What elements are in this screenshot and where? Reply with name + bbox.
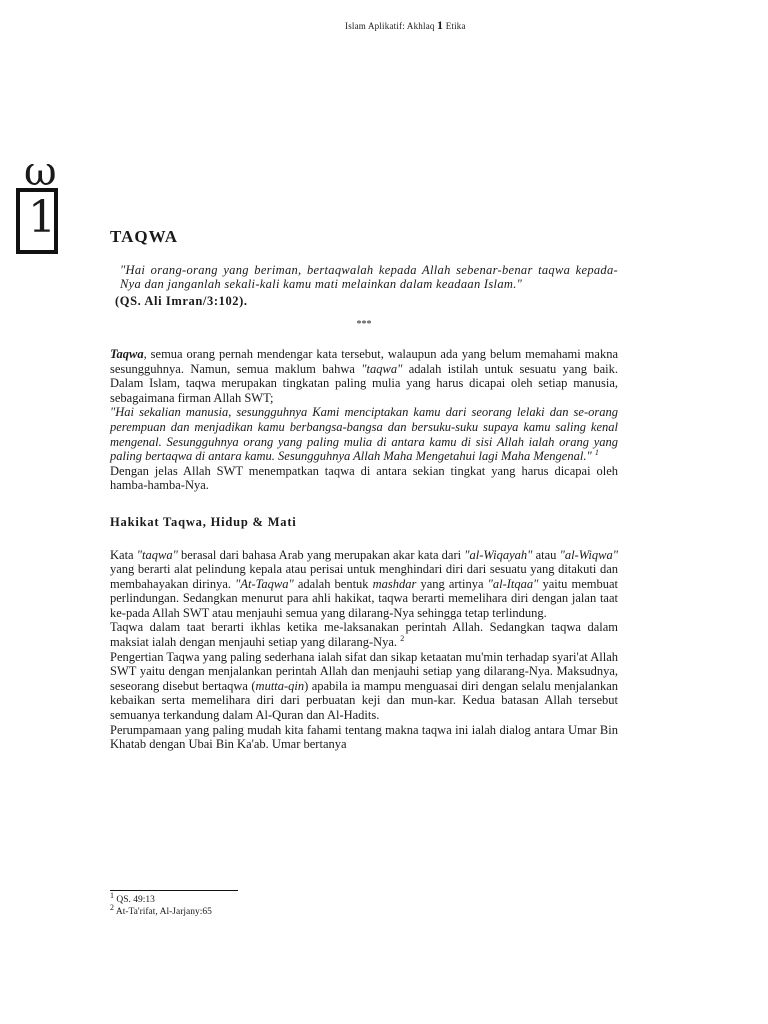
- text-run: yang artinya: [416, 576, 488, 591]
- text-run: yang berarti alat pelindung kepala atau perisai untuk menghindari diri dari sesuatu yang ditakuti dan membahayakan dirinya.: [110, 562, 618, 591]
- text-run: Taqwa: [110, 346, 144, 361]
- body-paragraph-3: [110, 650, 618, 723]
- text-run: Pengertian Taqwa yang paling sederhana ialah sifat dan sikap ketaatan mu'min terhadap syari'at Allah SWT yaitu dengan menjalankan perintah Allah dan menjauhi setiap yang dilarang-Nya. Maksudnya, seseorang disebut bertaqwa (: [110, 649, 618, 693]
- body-paragraph-4: Perumpamaan yang paling mudah kita fahami tentang makna taqwa ini ialah dialog antara Umar Bin Khatab dengan Ubai Bin Ka'ab. Umar bertanya: [110, 722, 618, 752]
- text-run: atau: [532, 547, 560, 562]
- footnote-number: 1: [110, 890, 114, 900]
- text-run: berasal dari bahasa Arab yang merupakan akar kata dari: [177, 547, 465, 562]
- text-run: "taqwa": [361, 361, 403, 376]
- intro-conclusion: Dengan jelas Allah SWT menempatkan taqwa di antara sekian tingkat yang harus dicapai oleh hamba-hamba-Nya.: [110, 463, 618, 493]
- text-run: yaitu membuat perlindungan. Sedangkan menurut para ahli hakikat, taqwa berarti memelihara diri dengan jalan taat ke-pada Allah SWT atau menjauhi semua yang dilarang-Nya sehingga tetap terlindung.: [110, 576, 619, 620]
- footnote-marker-2[interactable]: 2: [400, 633, 405, 643]
- footnote-text: QS. 49:13: [116, 895, 155, 905]
- quote-reference: (QS. Ali Imran/3:102).: [115, 293, 248, 308]
- header-chapter-number: 1: [437, 18, 444, 32]
- text-run: mashdar: [372, 576, 417, 591]
- intro-verse: [110, 405, 618, 463]
- section-heading: Hakikat Taqwa, Hidup & Mati: [110, 514, 297, 529]
- chapter-number-box: [16, 188, 58, 254]
- text-run: "taqwa": [136, 547, 178, 562]
- footnote-marker-1[interactable]: 1: [594, 447, 599, 457]
- chapter-mark: [14, 149, 70, 258]
- text-run: ) apabila ia mampu menguasai diri dengan selalu menjalankan kebaikan serta memelihara diri dari perbuatan keji dan mun-kar. Kedua batasan Allah tersebut semuanya terkandung dalam Al-Quran dan Al-Hadits.: [110, 678, 618, 723]
- opening-quote: "Hai orang-orang yang beriman, bertaqwalah kepada Allah sebenar-benar taqwa kepada-Nya dan janganlah sekali-kali kamu mati melainkan dalam keadaan Islam.": [120, 262, 618, 292]
- body-paragraph-1: [110, 548, 618, 621]
- chapter-title: TAQWA: [110, 227, 178, 246]
- footnotes: [110, 890, 410, 918]
- body-paragraph-2-text: Taqwa dalam taat berarti ikhlas ketika me-laksanakan perintah Allah. Sedangkan taqwa dalam maksiat ialah dengan menjauhi setiap yang dilarang-Nya.: [110, 620, 618, 650]
- text-run: , semua orang pernah mendengar kata tersebut, walaupun ada yang belum memahami makna sesungguhnya. Namun, semua maklum bahwa: [110, 346, 618, 376]
- text-run: adalah bentuk: [293, 576, 373, 591]
- text-run: "al-Wiqayah": [464, 547, 533, 562]
- header-text-end: Etika: [445, 21, 466, 31]
- omega-icon: ω: [24, 149, 57, 195]
- text-run: adalah istilah untuk sesuatu yang baik. Dalam Islam, taqwa merupakan tingkatan paling mulia yang harus dicapai oleh setiap manusia, sebagaimana firman Allah SWT;: [110, 361, 618, 405]
- chapter-number: 1: [28, 192, 56, 243]
- running-header: [345, 18, 466, 33]
- intro-paragraph: [110, 347, 618, 405]
- text-run: "al-Wiqwa": [559, 547, 618, 562]
- body-paragraph-2: [110, 620, 618, 649]
- text-run: mutta-qin: [255, 678, 305, 693]
- text-run: "At-Taqwa": [235, 576, 294, 591]
- main-content: [110, 227, 619, 752]
- footnote-number: 2: [110, 902, 114, 912]
- text-run: Kata: [110, 547, 137, 562]
- intro-verse-text: "Hai sekalian manusia, sesungguhnya Kami menciptakan kamu dari seorang lelaki dan se-orang perempuan dan menjadikan kamu berbangsa-bangsa dan bersuku-suku supaya kamu saling kenal mengenal. Sesungguhnya orang yang paling mulia di antara kamu di sisi Allah ialah orang yang paling bertaqwa di antara kamu. Sesungguhnya Allah Maha Mengetahui lagi Maha Mengenal.": [110, 405, 618, 464]
- text-run: "al-Itqaa": [487, 576, 539, 591]
- footnote-text: At-Ta'rifat, Al-Jarjany:65: [115, 907, 212, 917]
- footnote-rule: [110, 890, 238, 891]
- header-text: Islam Aplikatif: Akhlaq: [345, 21, 435, 31]
- footnote-item: [110, 890, 410, 906]
- separator: ***: [356, 319, 372, 331]
- footnote-item: [110, 902, 410, 918]
